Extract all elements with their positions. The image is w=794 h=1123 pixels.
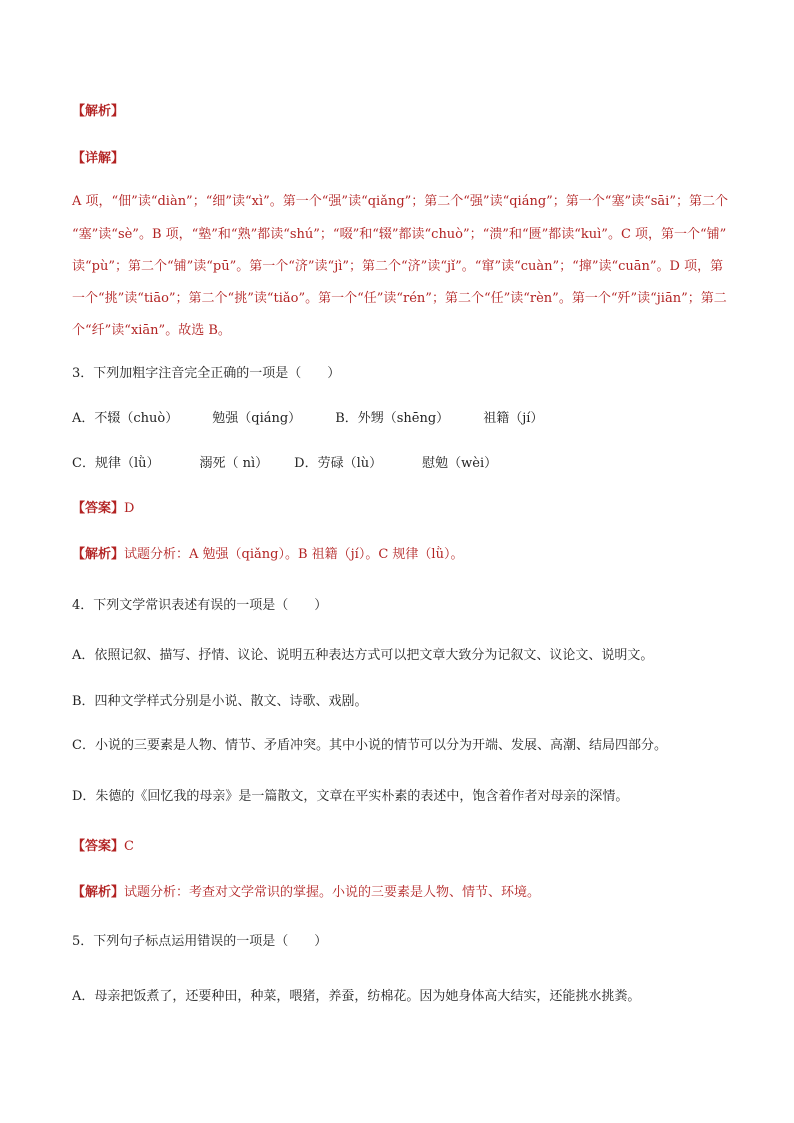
question-4-option-a: A．依照记叙、描写、抒情、议论、说明五种表达方式可以把文章大致分为记叙文、议论文、说明文。: [72, 648, 654, 663]
analysis-tag: 【解析】: [72, 547, 125, 562]
option-d-second: 慰勉（wèi）: [422, 456, 498, 471]
question-3-analysis: [72, 546, 463, 564]
option-c-second: 溺死（ nì）: [199, 456, 269, 471]
analysis-tag: 【解析】: [72, 885, 125, 900]
option-c-first: C．规律（lǜ）: [72, 456, 160, 471]
question-3-stem: 3．下列加粗字注音完全正确的一项是（ ）: [72, 366, 341, 381]
question-3-options-row-2: [72, 455, 497, 473]
question-3-options-row-1: [72, 410, 543, 428]
question-5-option-a: A．母亲把饭煮了，还要种田，种菜，喂猪，养蚕，纺棉花。因为她身体高大结实，还能挑水挑粪。: [72, 989, 641, 1004]
option-a-first: A．不辍（chuò）: [72, 411, 179, 426]
option-b-first: B．外甥（shēng）: [335, 411, 450, 426]
question-4-option-c: C．小说的三要素是人物、情节、矛盾冲突。其中小说的情节可以分为开端、发展、高潮、结局四部分。: [72, 738, 667, 753]
answer-value: D: [124, 501, 135, 516]
analysis-text: 试题分析：A 勉强（qiǎng）。B 祖籍（jí）。C 规律（lǜ）。: [124, 547, 464, 562]
jiexi-heading: 【解析】: [72, 104, 125, 119]
option-a-second: 勉强（qiáng）: [212, 411, 302, 426]
question-5-stem: 5．下列句子标点运用错误的一项是（ ）: [72, 934, 328, 949]
detail-line: 读“pù”；第二个“铺”读“pū”。第一个“济”读“jì”；第二个“济”读“jǐ”。“窜”读“cuàn”；“撺”读“cuān”。D 项，第: [72, 259, 724, 274]
question-4-option-d: D．朱德的《回忆我的母亲》是一篇散文，文章在平实朴素的表述中，饱含着作者对母亲的深情。: [72, 789, 629, 804]
question-4-answer: [72, 838, 134, 856]
detail-line: 一个“挑”读“tiāo”；第二个“挑”读“tiǎo”。第一个“任”读“rén”；第二个“任”读“rèn”。第一个“歼”读“jiān”；第二: [72, 291, 727, 306]
answer-tag: 【答案】: [72, 839, 125, 854]
answer-value: C: [124, 839, 134, 854]
option-b-second: 祖籍（jí）: [483, 411, 544, 426]
analysis-text: 试题分析：考查对文学常识的掌握。小说的三要素是人物、情节、环境。: [124, 885, 541, 900]
answer-tag: 【答案】: [72, 501, 125, 516]
detail-line: 个“纤”读“xiān”。故选 B。: [72, 323, 231, 338]
question-4-option-b: B．四种文学样式分别是小说、散文、诗歌、戏剧。: [72, 694, 368, 709]
detail-line: A 项，“佃”读“diàn”；“细”读“xì”。第一个“强”读“qiǎng”；第二个“强”读“qiáng”；第一个“塞”读“sāi”；第二个: [72, 194, 728, 209]
option-d-first: D．劳碌（lù）: [294, 456, 383, 471]
question-4-stem: 4．下列文学常识表述有误的一项是（ ）: [72, 598, 328, 613]
question-4-analysis: [72, 884, 540, 902]
question-3-answer: [72, 500, 134, 518]
xiangjie-heading: 【详解】: [72, 151, 125, 166]
detail-line: “塞”读“sè”。B 项，“塾”和“熟”都读“shú”；“啜”和“辍”都读“chuò”；“溃”和“匮”都读“kuì”。C 项，第一个“铺”: [72, 227, 727, 242]
